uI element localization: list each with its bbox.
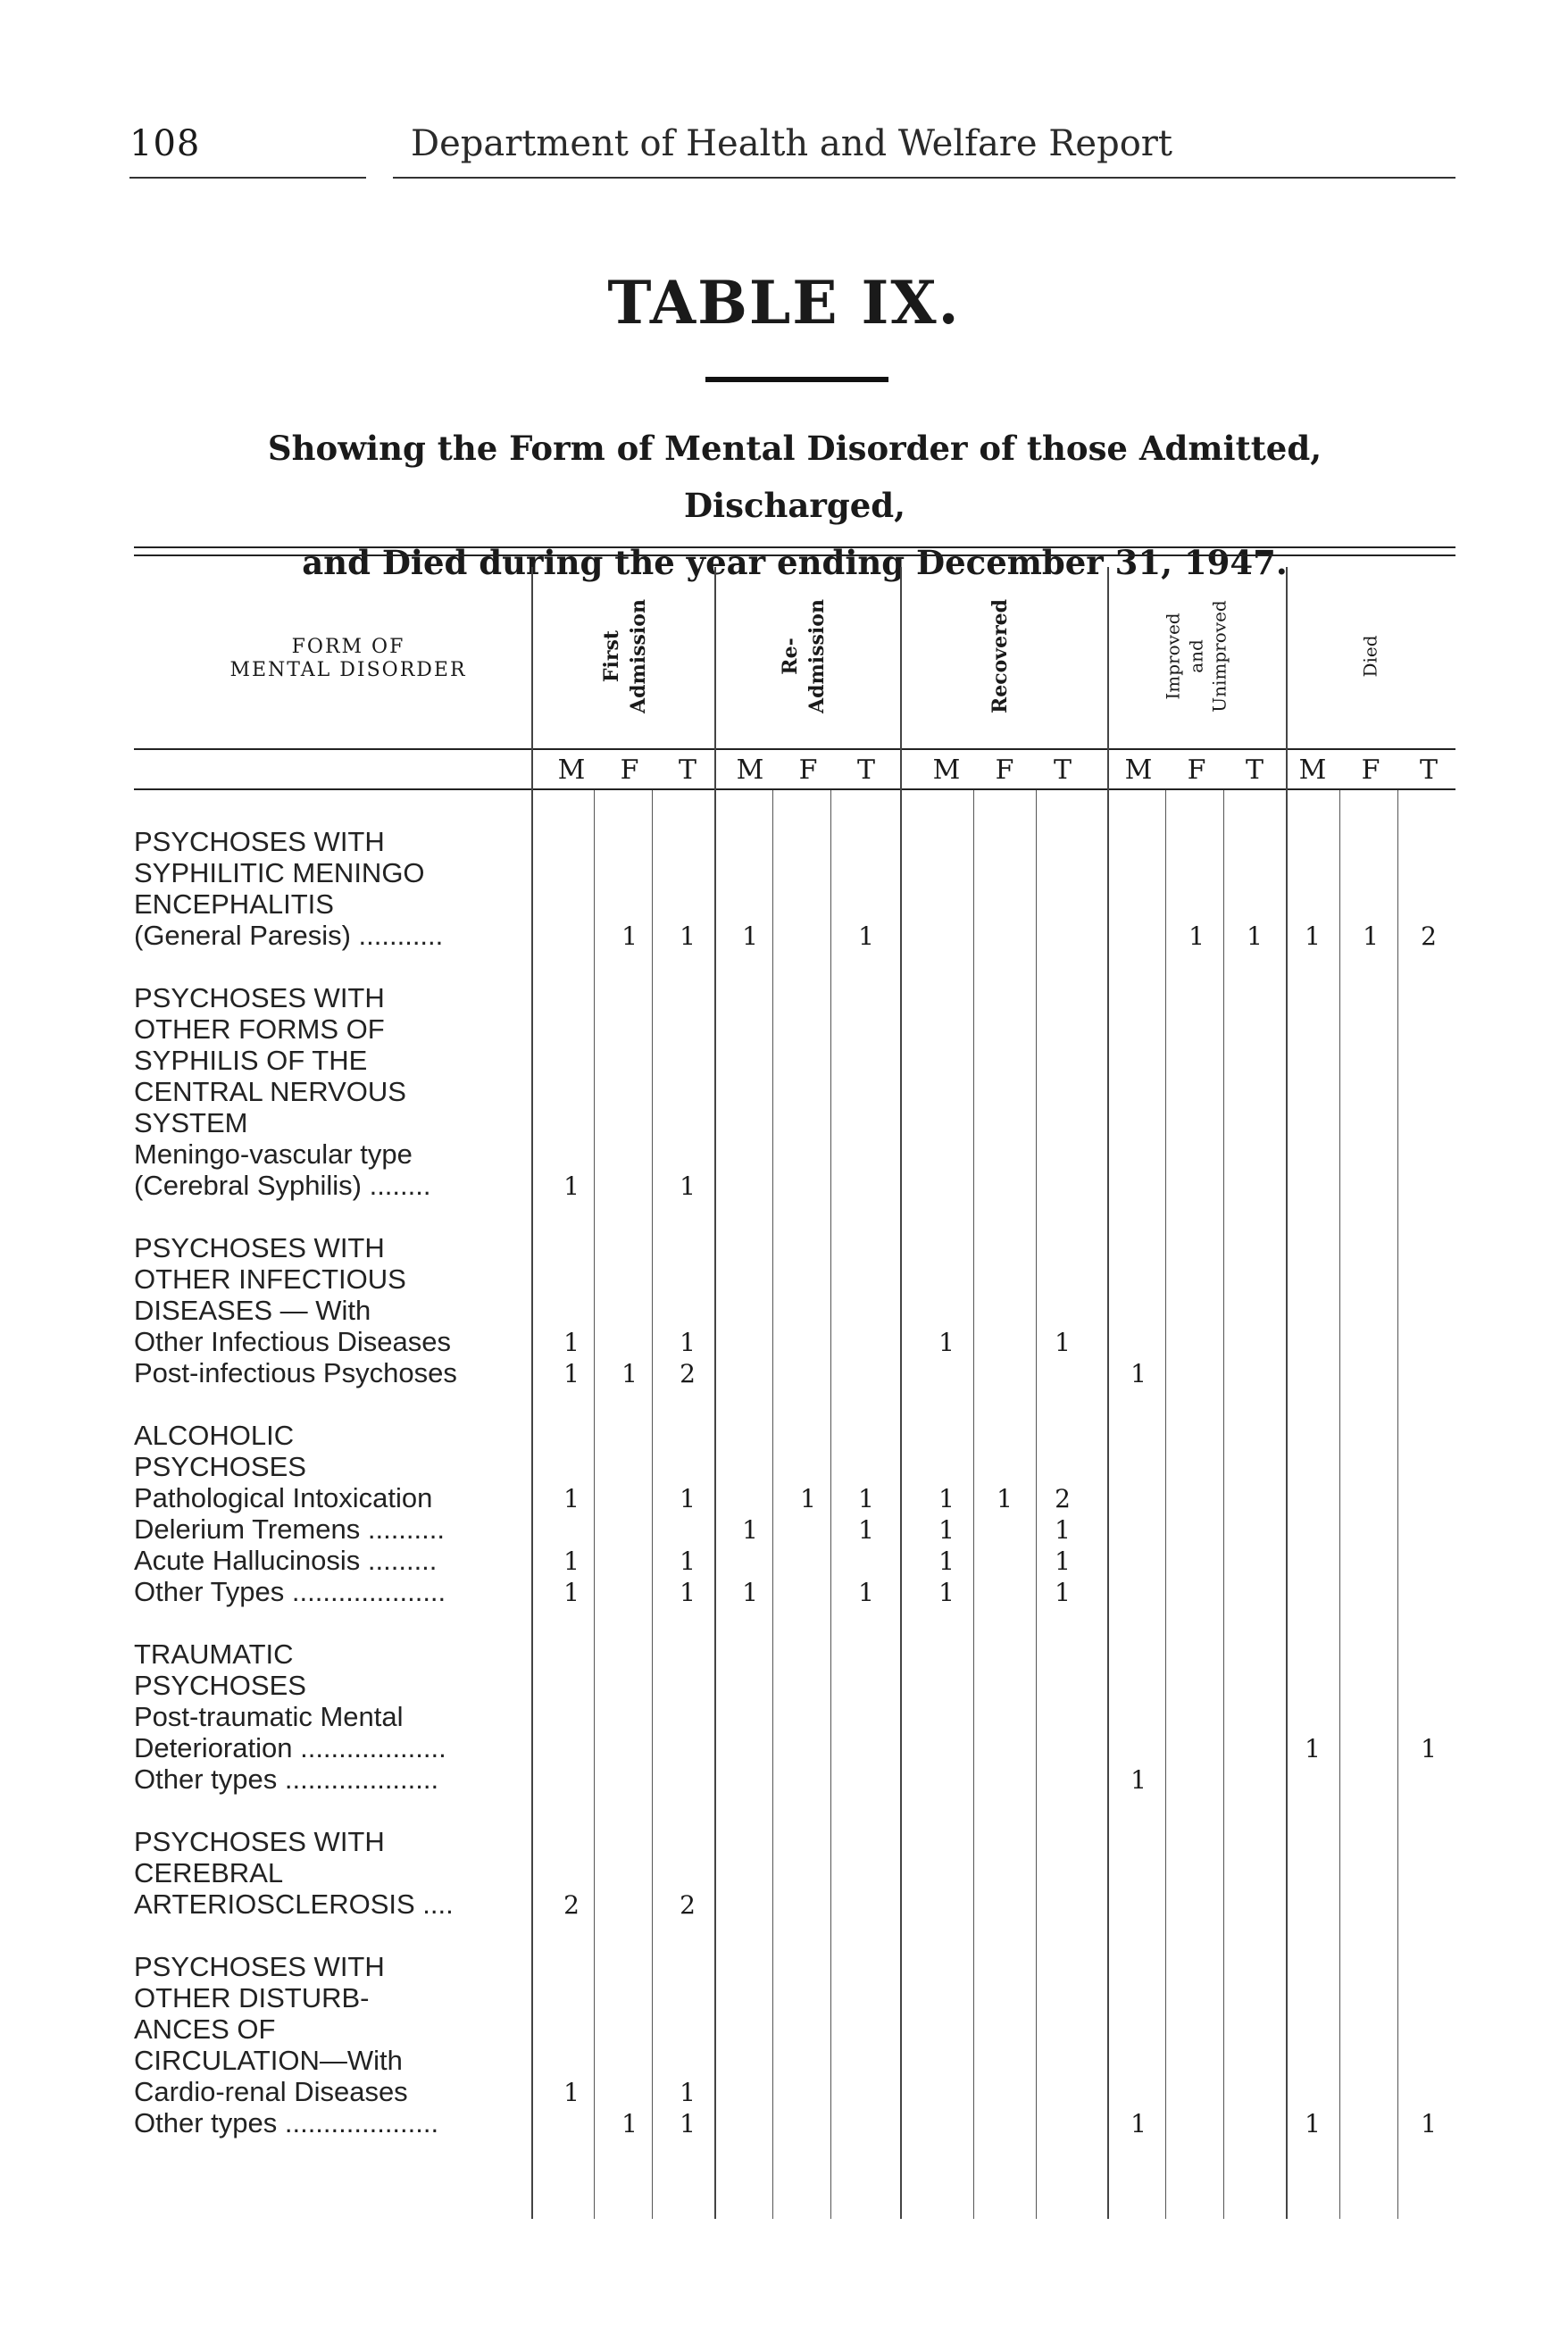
section-heading: SYSTEM — [134, 1107, 248, 1138]
section-heading: PSYCHOSES WITH — [134, 982, 385, 1013]
sub-header-m: M — [1298, 754, 1327, 786]
group-header-recovered — [902, 571, 1098, 741]
table-cell: 2 — [680, 1890, 696, 1920]
sub-header-t: T — [678, 754, 696, 786]
table-cell: 1 — [742, 1578, 758, 1607]
table-cell: 1 — [680, 1578, 696, 1607]
section-heading: CENTRAL NERVOUS — [134, 1076, 406, 1107]
group-header-improved-unimproved — [1107, 571, 1286, 741]
table-cell: 2 — [563, 1890, 580, 1920]
section-heading: PSYCHOSES WITH — [134, 1951, 385, 1982]
table-cell: 1 — [938, 1328, 955, 1357]
table-cell: 1 — [938, 1484, 955, 1513]
sub-header-f: F — [620, 754, 639, 786]
sub-column-divider — [1397, 790, 1398, 2219]
section-heading: PSYCHOSES WITH — [134, 1232, 385, 1263]
table-cell: 1 — [1305, 1734, 1321, 1763]
form-header-line-2: MENTAL DISORDER — [229, 659, 467, 681]
table-cell: 1 — [1189, 921, 1205, 951]
table-cell: 1 — [938, 1578, 955, 1607]
subheader-bottom-rule — [134, 788, 1455, 790]
page-number: 108 — [129, 123, 201, 164]
section-heading: OTHER FORMS OF — [134, 1013, 385, 1045]
group-header-re-admission — [714, 571, 893, 741]
table-cell: 1 — [563, 1359, 580, 1388]
table-cell: 1 — [1421, 2109, 1437, 2138]
table-cell: 1 — [680, 921, 696, 951]
table-top-rule-inner — [134, 554, 1455, 556]
table-cell: 1 — [563, 1328, 580, 1357]
column-divider — [900, 567, 902, 2219]
table-cell: 1 — [858, 921, 874, 951]
sub-column-divider — [652, 790, 653, 2219]
row-label: ARTERIOSCLEROSIS .... — [134, 1888, 454, 1920]
sub-header-m: M — [736, 754, 764, 786]
table-cell: 1 — [621, 921, 638, 951]
group-header-text: Improved — [1162, 613, 1184, 700]
row-label: (General Paresis) ........... — [134, 920, 444, 951]
section-heading: OTHER DISTURB- — [134, 1982, 370, 2013]
table-cell: 1 — [1130, 1359, 1147, 1388]
table-cell: 1 — [1421, 1734, 1437, 1763]
row-label: (Cerebral Syphilis) ........ — [134, 1170, 431, 1201]
table-cell: 1 — [1055, 1328, 1071, 1357]
table-cell: 1 — [680, 1484, 696, 1513]
table-cell: 2 — [1055, 1484, 1071, 1513]
section-heading: DISEASES — With — [134, 1295, 371, 1326]
row-label: Acute Hallucinosis ......... — [134, 1545, 438, 1576]
section-heading: ENCEPHALITIS — [134, 888, 334, 920]
group-header-died — [1286, 571, 1455, 741]
section-heading: SYPHILITIC MENINGO — [134, 857, 425, 888]
running-title: Department of Health and Welfare Report — [411, 123, 1172, 164]
table-cell: 1 — [563, 2078, 580, 2107]
sub-header-t: T — [1419, 754, 1438, 786]
table-cell: 1 — [1130, 1765, 1147, 1795]
group-header-text: and — [1185, 639, 1207, 673]
section-heading: SYPHILIS OF THE — [134, 1045, 368, 1076]
sub-column-divider — [1165, 790, 1166, 2219]
group-header-text: First — [599, 629, 623, 683]
title-rule — [705, 377, 888, 382]
table-cell: 1 — [800, 1484, 816, 1513]
section-heading: CIRCULATION—With — [134, 2045, 403, 2076]
table-cell: 1 — [621, 2109, 638, 2138]
column-divider — [531, 567, 533, 2219]
table-cell: 1 — [1305, 2109, 1321, 2138]
group-header-text: Unimproved — [1208, 600, 1230, 713]
sub-header-m: M — [1124, 754, 1153, 786]
sub-column-divider — [830, 790, 831, 2219]
table-cell: 1 — [1130, 2109, 1147, 2138]
table-subtitle — [161, 420, 1429, 591]
table-cell: 1 — [563, 1484, 580, 1513]
header-rule-left — [129, 177, 366, 179]
section-heading: TRAUMATIC — [134, 1638, 294, 1670]
table-cell: 1 — [742, 1515, 758, 1545]
sub-column-divider — [973, 790, 974, 2219]
table-cell: 1 — [858, 1515, 874, 1545]
table-cell: 1 — [1055, 1546, 1071, 1576]
table-cell: 1 — [1055, 1578, 1071, 1607]
group-header-text: Admission — [626, 599, 650, 713]
row-label: Other Infectious Diseases — [134, 1326, 451, 1357]
group-header-text: Died — [1359, 635, 1381, 678]
group-header-text: Re- — [778, 638, 802, 675]
table-cell: 1 — [563, 1171, 580, 1201]
sub-header-m: M — [557, 754, 586, 786]
row-label: Pathological Intoxication — [134, 1482, 433, 1513]
row-label: Delerium Tremens .......... — [134, 1513, 445, 1545]
section-heading: PSYCHOSES — [134, 1670, 306, 1701]
header-bottom-rule — [134, 748, 1455, 750]
table-cell: 1 — [1363, 921, 1379, 951]
table-cell: 1 — [680, 1171, 696, 1201]
section-heading: ANCES OF — [134, 2013, 276, 2045]
table-cell: 2 — [680, 1359, 696, 1388]
row-label: Deterioration ................... — [134, 1732, 446, 1763]
sub-header-f: F — [1361, 754, 1380, 786]
table-cell: 1 — [742, 921, 758, 951]
row-label: Other types .................... — [134, 2107, 439, 2138]
table-cell: 1 — [1247, 921, 1263, 951]
table-cell: 1 — [680, 2109, 696, 2138]
sub-header-f: F — [995, 754, 1014, 786]
section-heading: PSYCHOSES — [134, 1451, 306, 1482]
table-cell: 1 — [680, 1328, 696, 1357]
sub-header-t: T — [856, 754, 875, 786]
row-label: Cardio-renal Diseases — [134, 2076, 408, 2107]
table-cell: 1 — [1305, 921, 1321, 951]
table-cell: 1 — [563, 1578, 580, 1607]
subtitle-line-2: and Died during the year ending December 31, 1947. — [302, 543, 1288, 582]
section-heading: ALCOHOLIC — [134, 1420, 295, 1451]
sub-column-divider — [1036, 790, 1037, 2219]
section-heading: PSYCHOSES WITH — [134, 826, 385, 857]
column-divider — [1107, 567, 1109, 2219]
section-heading: Meningo-vascular type — [134, 1138, 413, 1170]
sub-column-divider — [772, 790, 773, 2219]
row-label: Other Types .................... — [134, 1576, 446, 1607]
table-cell: 1 — [938, 1546, 955, 1576]
table-cell: 1 — [1055, 1515, 1071, 1545]
form-of-disorder-header — [170, 636, 527, 682]
table-cell: 1 — [621, 1359, 638, 1388]
table-cell: 1 — [997, 1484, 1013, 1513]
group-header-first-admission — [536, 571, 714, 741]
sub-column-divider — [1223, 790, 1224, 2219]
form-header-line-1: FORM OF — [291, 636, 405, 658]
row-label: Post-infectious Psychoses — [134, 1357, 457, 1388]
sub-column-divider — [1339, 790, 1340, 2219]
table-cell: 1 — [858, 1484, 874, 1513]
sub-header-t: T — [1245, 754, 1264, 786]
sub-column-divider — [594, 790, 595, 2219]
subtitle-line-1: Showing the Form of Mental Disorder of those Admitted, Discharged, — [267, 429, 1322, 525]
group-header-text: Recovered — [988, 598, 1012, 714]
sub-header-f: F — [798, 754, 818, 786]
table-title: TABLE IX. — [607, 268, 961, 338]
table-cell: 1 — [680, 1546, 696, 1576]
section-heading: Post-traumatic Mental — [134, 1701, 404, 1732]
sub-header-f: F — [1187, 754, 1206, 786]
column-divider — [714, 567, 716, 2219]
sub-header-t: T — [1053, 754, 1072, 786]
header-rule-right — [393, 177, 1455, 179]
table-cell: 2 — [1421, 921, 1437, 951]
sub-header-m: M — [932, 754, 961, 786]
section-heading: PSYCHOSES WITH — [134, 1826, 385, 1857]
group-header-text: Admission — [805, 599, 829, 713]
table-cell: 1 — [858, 1578, 874, 1607]
table-top-rule — [134, 546, 1455, 548]
column-divider — [1286, 567, 1288, 2219]
table-cell: 1 — [938, 1515, 955, 1545]
table-cell: 1 — [680, 2078, 696, 2107]
table-cell: 1 — [563, 1546, 580, 1576]
row-label: Other types .................... — [134, 1763, 439, 1795]
section-heading: CEREBRAL — [134, 1857, 284, 1888]
section-heading: OTHER INFECTIOUS — [134, 1263, 406, 1295]
